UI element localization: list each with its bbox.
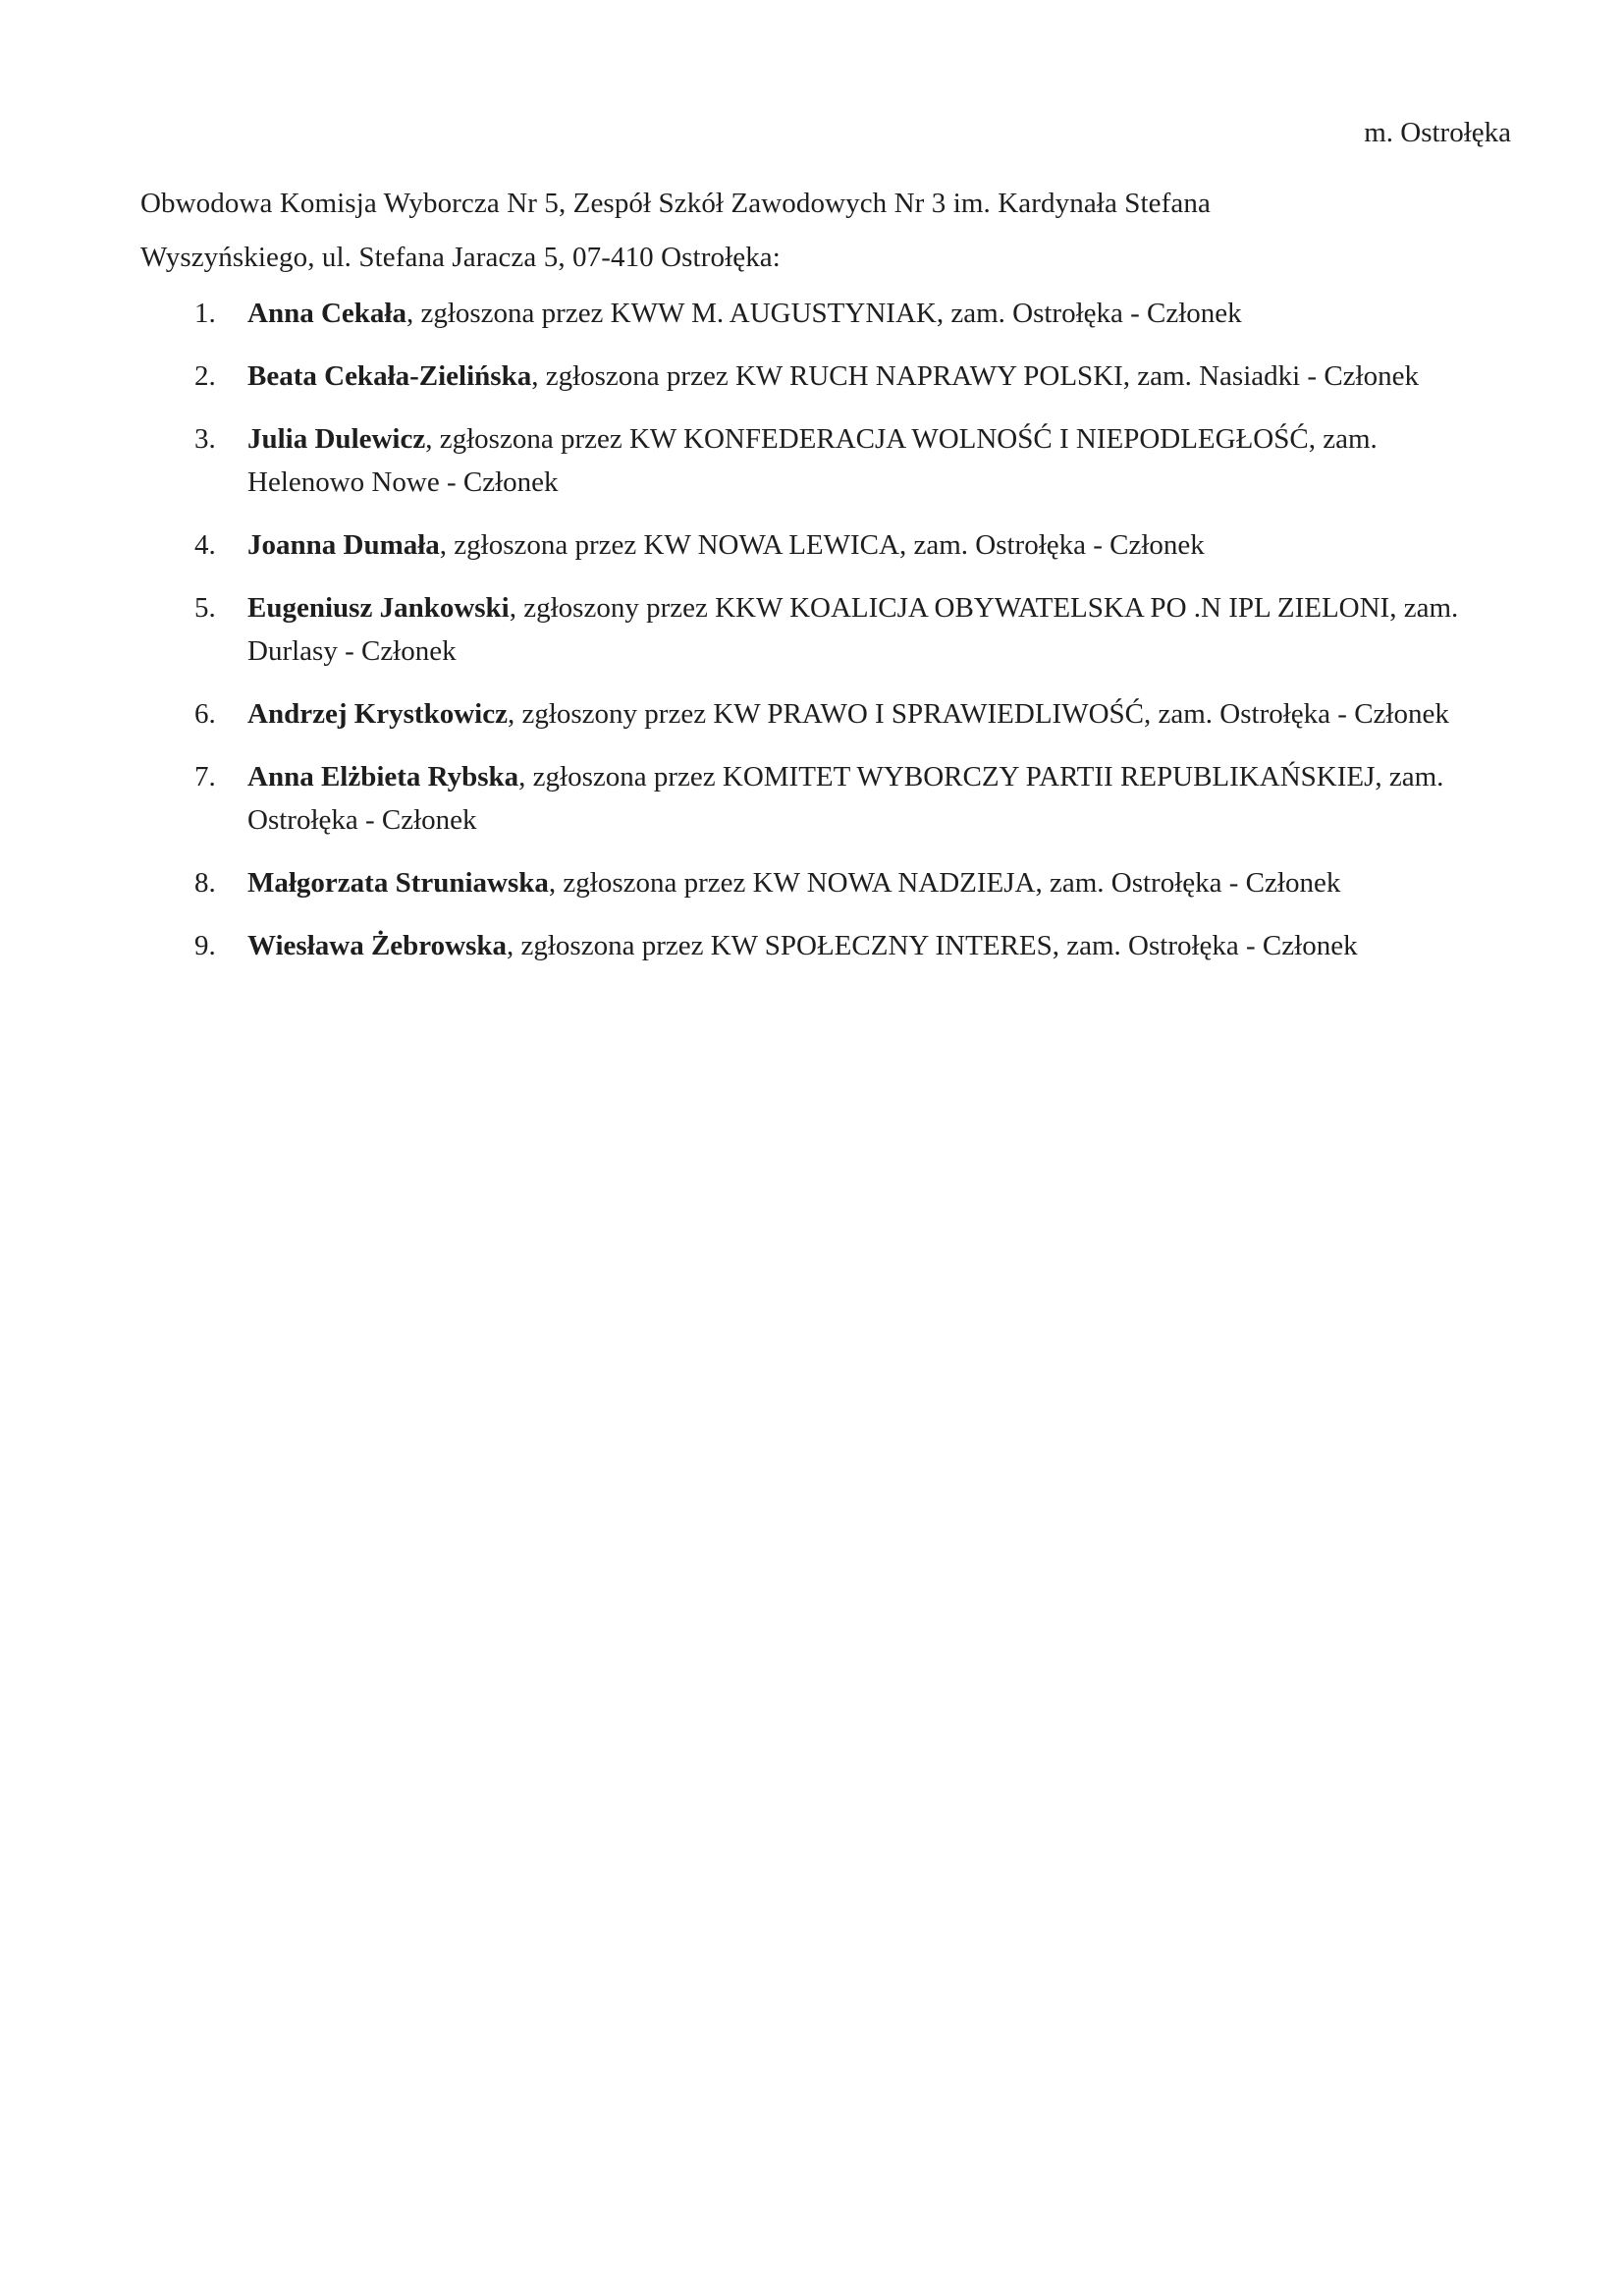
- member-item: [140, 355, 1486, 398]
- member-item: [140, 924, 1486, 967]
- member-number: 2.: [194, 360, 216, 392]
- member-name: Wiesława Żebrowska: [247, 930, 507, 961]
- member-name: Andrzej Krystkowicz: [247, 698, 508, 730]
- member-item: [140, 417, 1486, 504]
- member-details: , zgłoszona przez KOMITET WYBORCZY PARTII REPUBLIKAŃSKIEJ, zam. Ostrołęka - Członek: [247, 761, 1444, 836]
- commission-heading: Obwodowa Komisja Wyborcza Nr 5, Zespół Szkół Zawodowych Nr 3 im. Kardynała Stefana Wyszyńskiego, ul. Stefana Jaracza 5, 07-410 Ostrołęka:: [140, 188, 1211, 273]
- member-item: [140, 292, 1486, 335]
- member-name: Anna Cekała: [247, 298, 406, 329]
- member-item: [140, 523, 1486, 567]
- member-details: , zgłoszony przez KW PRAWO I SPRAWIEDLIWOŚĆ, zam. Ostrołęka - Członek: [507, 698, 1449, 730]
- member-number: 6.: [194, 698, 216, 730]
- member-number: 9.: [194, 930, 216, 961]
- member-details: , zgłoszona przez KW SPOŁECZNY INTERES, zam. Ostrołęka - Członek: [507, 930, 1358, 961]
- member-name: Eugeniusz Jankowski: [247, 592, 510, 624]
- members-list: [140, 292, 1486, 987]
- document-place: m. Ostrołęka: [1364, 117, 1511, 148]
- member-number: 1.: [194, 298, 216, 329]
- member-number: 8.: [194, 867, 216, 899]
- member-details: , zgłoszona przez KW NOWA NADZIEJA, zam. Ostrołęka - Członek: [548, 867, 1341, 899]
- member-name: Joanna Dumała: [247, 529, 440, 561]
- member-item: [140, 692, 1486, 736]
- member-name: Anna Elżbieta Rybska: [247, 761, 519, 793]
- member-name: Małgorzata Struniawska: [247, 867, 549, 899]
- member-details: , zgłoszona przez KW NOWA LEWICA, zam. Ostrołęka - Członek: [439, 529, 1205, 561]
- member-details: , zgłoszona przez KW KONFEDERACJA WOLNOŚĆ I NIEPODLEGŁOŚĆ, zam. Helenowo Nowe - Członek: [247, 423, 1378, 498]
- member-number: 4.: [194, 529, 216, 561]
- member-name: Beata Cekała-Zielińska: [247, 360, 532, 392]
- member-item: [140, 586, 1486, 673]
- member-details: , zgłoszony przez KKW KOALICJA OBYWATELSKA PO .N IPL ZIELONI, zam. Durlasy - Członek: [247, 592, 1459, 667]
- member-item: [140, 755, 1486, 842]
- member-number: 3.: [194, 423, 216, 455]
- member-number: 7.: [194, 761, 216, 793]
- member-details: , zgłoszona przez KW RUCH NAPRAWY POLSKI, zam. Nasiadki - Członek: [531, 360, 1419, 392]
- member-name: Julia Dulewicz: [247, 423, 426, 455]
- member-item: [140, 861, 1486, 904]
- member-details: , zgłoszona przez KWW M. AUGUSTYNIAK, zam. Ostrołęka - Członek: [406, 298, 1242, 329]
- member-number: 5.: [194, 592, 216, 624]
